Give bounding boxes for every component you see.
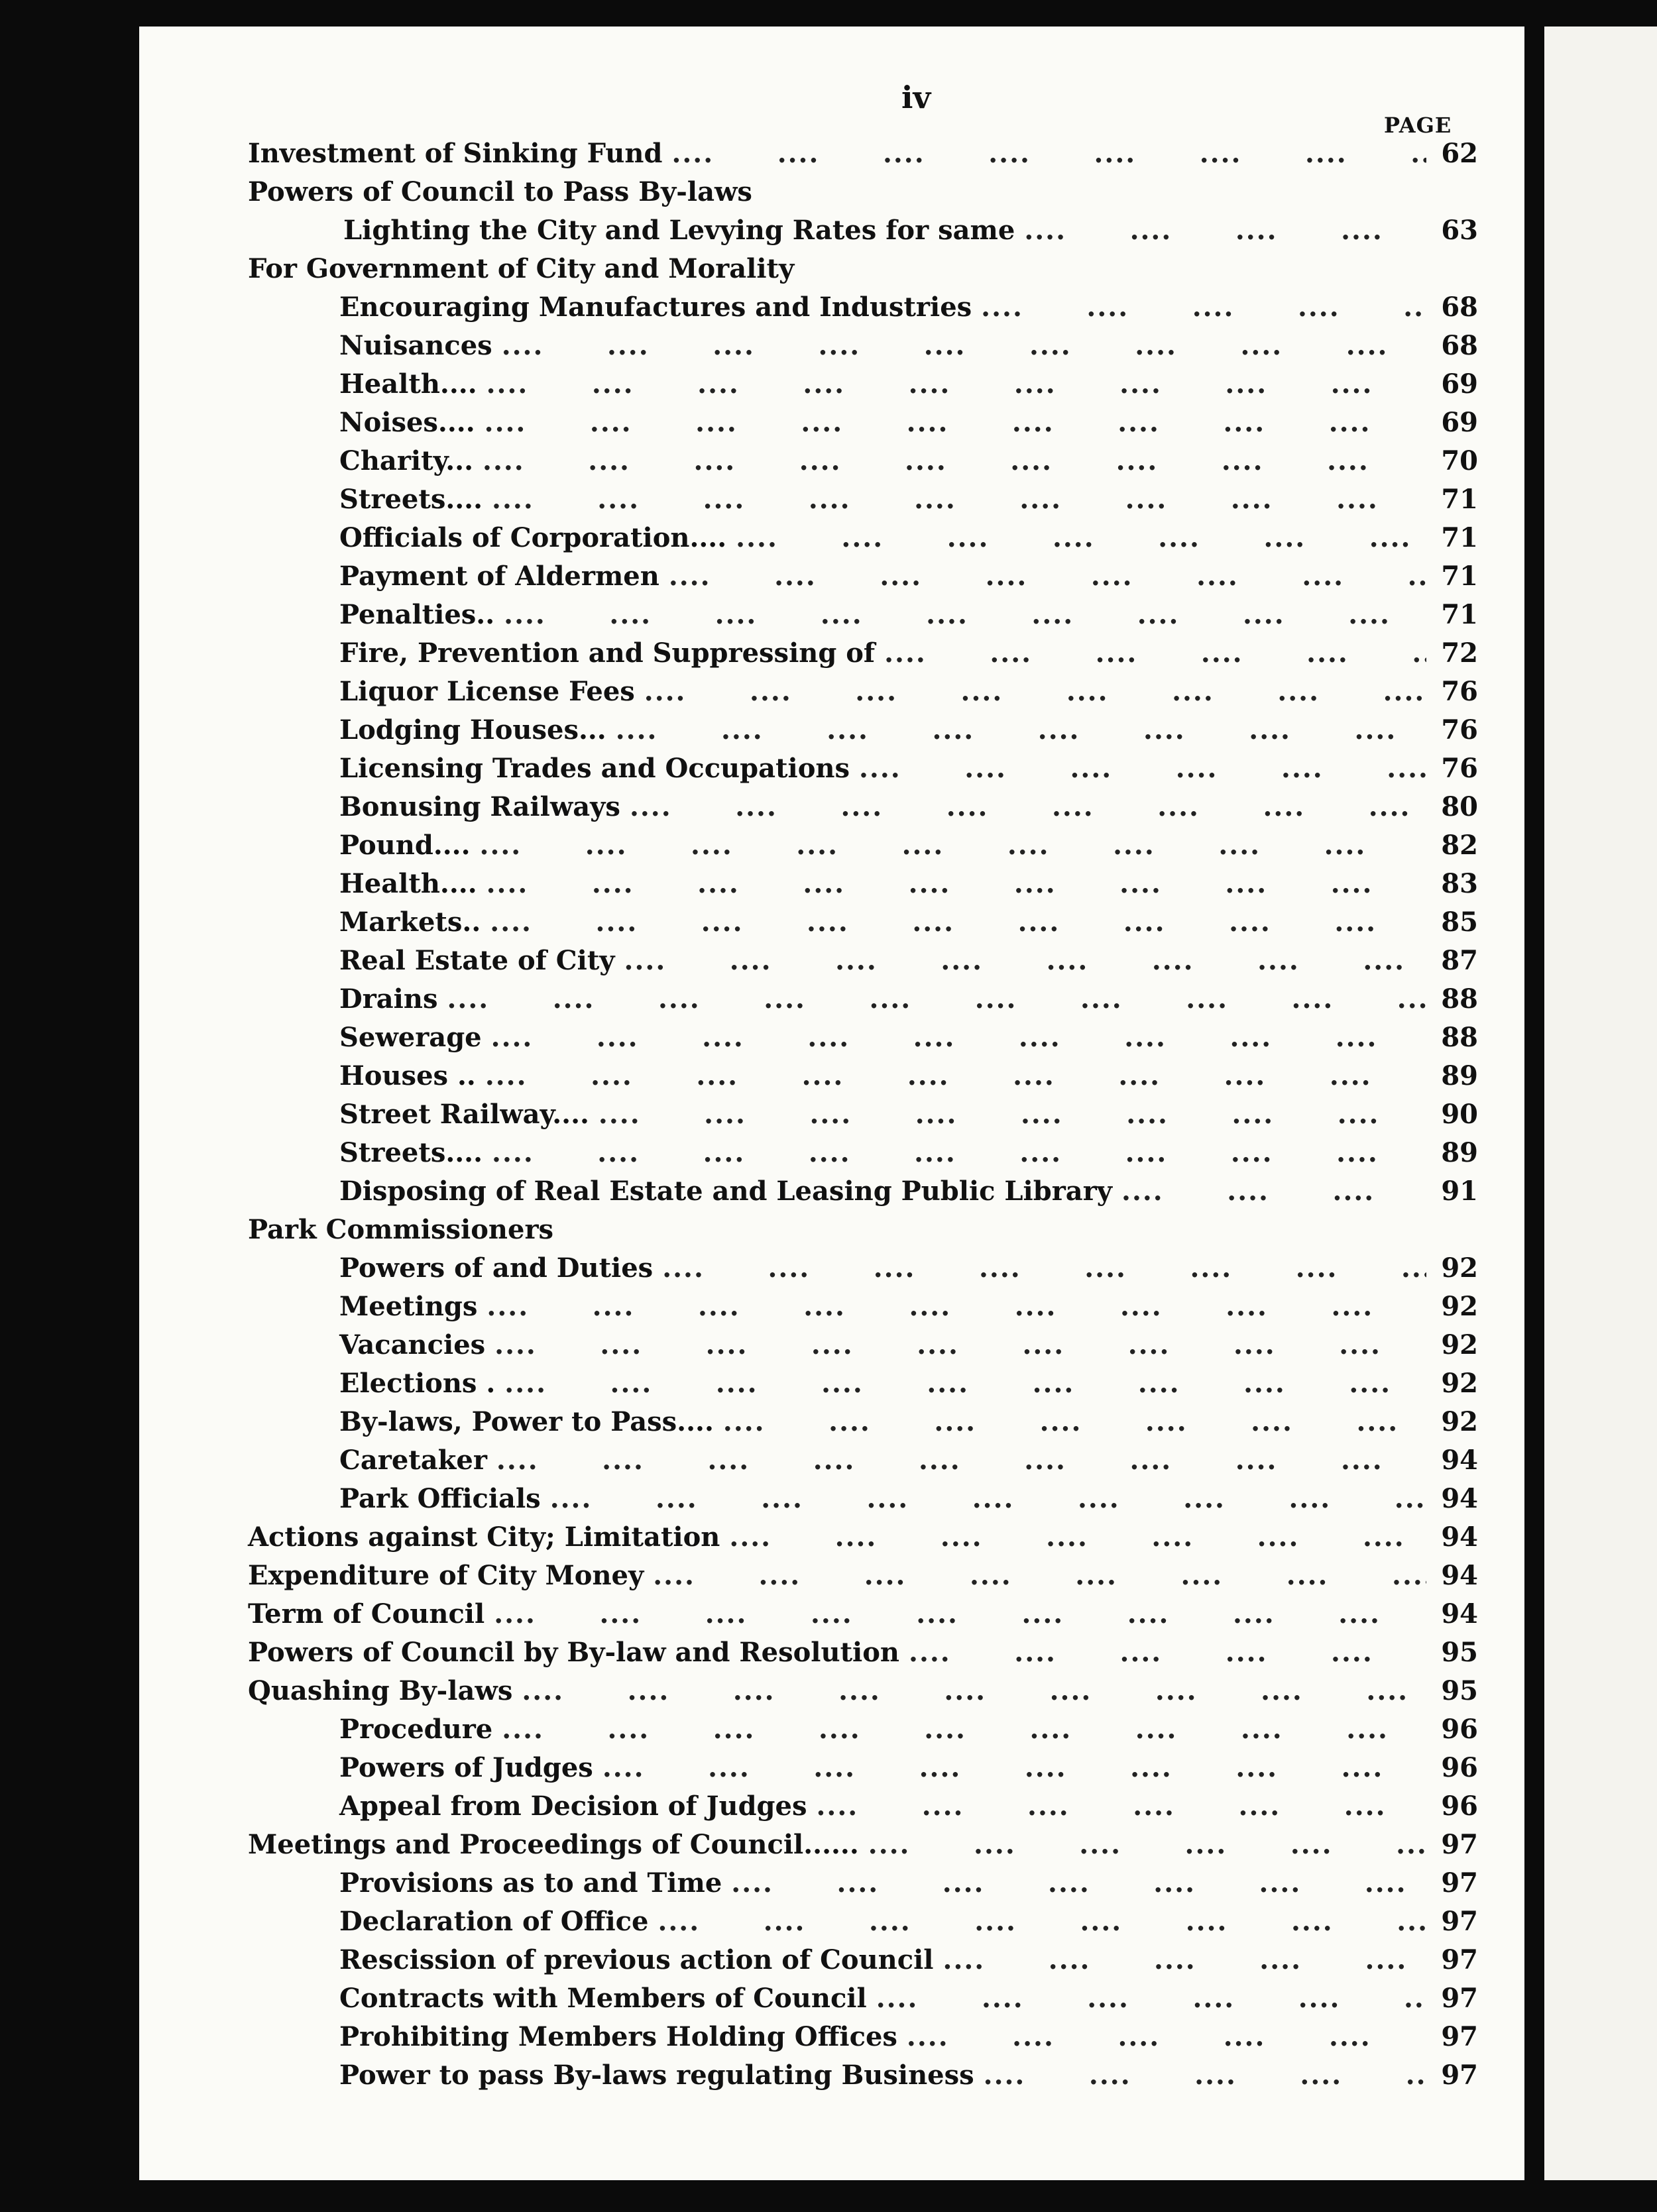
document-page (139, 27, 1524, 2180)
toc-entry (339, 1944, 1478, 1983)
toc-entry (248, 1521, 1478, 1560)
page-column-label: PAGE (1384, 113, 1452, 138)
toc-entry-page-number: 94 (1441, 1521, 1478, 1553)
toc-entry-label: Investment of Sinking Fund (248, 138, 663, 169)
toc-entry-page-number: 94 (1441, 1598, 1478, 1630)
toc-entry-label: Bonusing Railways (339, 791, 620, 822)
toc-entry-page-number: 62 (1441, 138, 1478, 169)
toc-entry-page-number: 92 (1441, 1329, 1478, 1360)
toc-entry-label: Street Railway.... (339, 1099, 589, 1130)
toc-entry (339, 753, 1478, 791)
dot-leader (494, 1598, 1426, 1630)
toc-entry-page-number: 97 (1441, 1867, 1478, 1899)
dot-leader (981, 292, 1426, 323)
toc-entry (339, 1329, 1478, 1368)
toc-entry (248, 1675, 1478, 1714)
toc-entry-page-number: 76 (1441, 753, 1478, 784)
dot-leader (480, 830, 1426, 861)
dot-leader (494, 1329, 1426, 1360)
toc-entry-label: Powers of Judges (339, 1752, 593, 1783)
dot-leader (599, 1099, 1426, 1130)
toc-entry-label: By-laws, Power to Pass.... (339, 1406, 714, 1437)
toc-entry (248, 1214, 1478, 1252)
toc-entry-label: Term of Council (248, 1598, 485, 1630)
toc-entry-label: Nuisances (339, 330, 492, 361)
toc-entry-label: Contracts with Members of Council (339, 1983, 867, 2014)
toc-entry-page-number: 95 (1441, 1675, 1478, 1706)
toc-entry-label: Noises.... (339, 407, 475, 438)
toc-entry-page-number: 96 (1441, 1714, 1478, 1745)
dot-leader (731, 1867, 1426, 1899)
dot-leader (483, 445, 1426, 476)
dot-leader (624, 945, 1426, 976)
toc-entry (339, 1060, 1478, 1099)
toc-entry-label: Lighting the City and Levying Rates for same (343, 215, 1015, 246)
toc-entry (339, 791, 1478, 830)
toc-entry (339, 1983, 1478, 2021)
dot-leader (602, 1752, 1426, 1783)
toc-entry-label: Sewerage (339, 1022, 482, 1053)
dot-leader (884, 637, 1426, 669)
dot-leader (984, 2060, 1426, 2091)
toc-entry (339, 1406, 1478, 1445)
dot-leader (671, 138, 1426, 169)
dot-leader (662, 1252, 1426, 1284)
toc-entry-page-number: 92 (1441, 1406, 1478, 1437)
toc-entry-label: Lodging Houses... (339, 714, 606, 746)
toc-entry (339, 983, 1478, 1022)
toc-entry-page-number: 89 (1441, 1060, 1478, 1091)
toc-entry-page-number: 69 (1441, 368, 1478, 400)
toc-entry-label: Powers of Council to Pass By-laws (248, 176, 752, 207)
toc-entry-label: Fire, Prevention and Suppressing of (339, 637, 876, 669)
toc-entry-page-number: 97 (1441, 1906, 1478, 1937)
toc-entry-label: Powers of and Duties (339, 1252, 654, 1284)
toc-entry (339, 1791, 1478, 1829)
toc-entry (339, 522, 1478, 561)
dot-leader (669, 561, 1426, 592)
toc-entry (339, 407, 1478, 445)
toc-entry-page-number: 96 (1441, 1752, 1478, 1783)
toc-entry (248, 138, 1478, 176)
dot-leader (492, 1137, 1426, 1168)
dot-leader (447, 983, 1426, 1015)
toc-entry (339, 907, 1478, 945)
dot-leader (522, 1675, 1426, 1706)
toc-entry-label: Powers of Council by By-law and Resolution (248, 1637, 900, 1668)
toc-entry-page-number: 90 (1441, 1099, 1478, 1130)
dot-leader (496, 1445, 1426, 1476)
dot-leader (630, 791, 1426, 822)
toc-entry-page-number: 88 (1441, 1022, 1478, 1053)
dot-leader (1024, 215, 1426, 246)
toc-entry (339, 1445, 1478, 1483)
toc-entry-label: Licensing Trades and Occupations (339, 753, 850, 784)
toc-entry (339, 445, 1478, 484)
toc-entry-page-number: 92 (1441, 1252, 1478, 1284)
toc-entry-page-number: 97 (1441, 1829, 1478, 1860)
toc-entry-page-number: 68 (1441, 292, 1478, 323)
toc-entry-page-number: 92 (1441, 1291, 1478, 1322)
dot-leader (504, 1368, 1426, 1399)
dot-leader (490, 907, 1426, 938)
toc-entry-label: Park Officials (339, 1483, 541, 1514)
toc-entry (339, 2021, 1478, 2060)
toc-entry-page-number: 63 (1441, 215, 1478, 246)
dot-leader (485, 407, 1426, 438)
dot-leader (616, 714, 1426, 746)
toc-entry-label: Meetings and Proceedings of Council...... (248, 1829, 859, 1860)
dot-leader (1121, 1176, 1426, 1207)
toc-entry (339, 637, 1478, 676)
toc-entry (339, 2060, 1478, 2098)
toc-entry-page-number: 76 (1441, 714, 1478, 746)
toc-entry-label: Penalties.. (339, 599, 495, 630)
dot-leader (943, 1944, 1426, 1975)
toc-entry-label: Disposing of Real Estate and Leasing Public Library (339, 1176, 1113, 1207)
toc-entry-label: Liquor License Fees (339, 676, 635, 707)
toc-entry-page-number: 71 (1441, 561, 1478, 592)
toc-entry (339, 599, 1478, 637)
dot-leader (729, 1521, 1426, 1553)
toc-entry-page-number: 97 (1441, 1983, 1478, 2014)
toc-entry-label: Park Commissioners (248, 1214, 554, 1245)
toc-entry-label: Provisions as to and Time (339, 1867, 722, 1899)
dot-leader (907, 2021, 1426, 2052)
toc-entry (343, 215, 1478, 253)
toc-entry-label: Power to pass By-laws regulating Business (339, 2060, 974, 2091)
toc-entry-label: Actions against City; Limitation (248, 1521, 720, 1553)
dot-leader (876, 1983, 1426, 2014)
toc-entry (339, 484, 1478, 522)
toc-entry (248, 1637, 1478, 1675)
toc-entry-label: Declaration of Office (339, 1906, 649, 1937)
toc-entry (339, 1867, 1478, 1906)
toc-entry (339, 1252, 1478, 1291)
toc-entry (339, 868, 1478, 907)
toc-entry-page-number: 96 (1441, 1791, 1478, 1822)
facing-page-edge (1544, 27, 1657, 2180)
toc-entry-label: Pound.... (339, 830, 471, 861)
toc-entry-page-number: 94 (1441, 1560, 1478, 1591)
toc-entry-page-number: 83 (1441, 868, 1478, 899)
toc-entry-page-number: 97 (1441, 2021, 1478, 2052)
roman-page-number: iv (901, 80, 931, 115)
toc-entry-page-number: 71 (1441, 522, 1478, 553)
toc-entry (248, 1829, 1478, 1867)
toc-entry (339, 368, 1478, 407)
dot-leader (491, 1022, 1426, 1053)
toc-entry (339, 676, 1478, 714)
toc-entry (248, 1598, 1478, 1637)
toc-entry-label: Officials of Corporation.... (339, 522, 727, 553)
toc-entry (339, 714, 1478, 753)
toc-entry (339, 292, 1478, 330)
toc-entry (339, 1483, 1478, 1521)
toc-entry-label: Caretaker (339, 1445, 487, 1476)
toc-entry-label: For Government of City and Morality (248, 253, 795, 284)
dot-leader (486, 1291, 1426, 1322)
toc-entry-page-number: 82 (1441, 830, 1478, 861)
dot-leader (868, 1829, 1426, 1860)
toc-entry (339, 1368, 1478, 1406)
toc-entry-page-number: 76 (1441, 676, 1478, 707)
dot-leader (909, 1637, 1426, 1668)
toc-entry-label: Houses .. (339, 1060, 476, 1091)
dot-leader (492, 484, 1426, 515)
toc-entry-label: Markets.. (339, 907, 481, 938)
dot-leader (657, 1906, 1426, 1937)
dot-leader (502, 1714, 1426, 1745)
toc-entry-label: Elections . (339, 1368, 496, 1399)
toc-entry-label: Encouraging Manufactures and Industries (339, 292, 972, 323)
toc-entry-page-number: 91 (1441, 1176, 1478, 1207)
table-of-contents (139, 27, 1524, 2180)
toc-entry-page-number: 72 (1441, 637, 1478, 669)
toc-entry-page-number: 94 (1441, 1483, 1478, 1514)
toc-entry-label: Prohibiting Members Holding Offices (339, 2021, 897, 2052)
toc-entry-page-number: 71 (1441, 484, 1478, 515)
dot-leader (486, 368, 1426, 400)
toc-entry (339, 1906, 1478, 1944)
dot-leader (723, 1406, 1426, 1437)
toc-entry (248, 176, 1478, 215)
toc-entry-label: Charity... (339, 445, 474, 476)
dot-leader (486, 868, 1426, 899)
toc-entry-page-number: 87 (1441, 945, 1478, 976)
toc-entry (248, 253, 1478, 292)
dot-leader (817, 1791, 1427, 1822)
toc-entry (339, 830, 1478, 868)
toc-entry-label: Drains (339, 983, 438, 1015)
toc-entry (339, 330, 1478, 368)
toc-entry-label: Procedure (339, 1714, 493, 1745)
toc-entry-label: Health.... (339, 368, 477, 400)
toc-entry-label: Expenditure of City Money (248, 1560, 644, 1591)
toc-entry-page-number: 92 (1441, 1368, 1478, 1399)
toc-entry-page-number: 95 (1441, 1637, 1478, 1668)
toc-entry-page-number: 89 (1441, 1137, 1478, 1168)
toc-entry-label: Quashing By-laws (248, 1675, 513, 1706)
toc-entry-label: Streets.... (339, 1137, 483, 1168)
dot-leader (859, 753, 1426, 784)
toc-entry-label: Meetings (339, 1291, 478, 1322)
toc-entry-page-number: 85 (1441, 907, 1478, 938)
toc-entry-label: Streets.... (339, 484, 483, 515)
toc-entry (339, 1137, 1478, 1176)
dot-leader (502, 330, 1426, 361)
toc-entry (339, 561, 1478, 599)
dot-leader (504, 599, 1426, 630)
toc-entry-label: Payment of Aldermen (339, 561, 659, 592)
toc-entry (339, 1099, 1478, 1137)
toc-entry-page-number: 88 (1441, 983, 1478, 1015)
toc-entry (339, 1291, 1478, 1329)
toc-entry-page-number: 70 (1441, 445, 1478, 476)
dot-leader (550, 1483, 1426, 1514)
toc-entry-label: Vacancies (339, 1329, 486, 1360)
toc-entry (339, 945, 1478, 983)
toc-entry (339, 1752, 1478, 1791)
toc-entry-page-number: 97 (1441, 1944, 1478, 1975)
toc-entry (339, 1176, 1478, 1214)
toc-entry-page-number: 97 (1441, 2060, 1478, 2091)
dot-leader (653, 1560, 1426, 1591)
toc-entry (248, 1560, 1478, 1598)
dot-leader (485, 1060, 1426, 1091)
toc-entry-page-number: 94 (1441, 1445, 1478, 1476)
toc-entry-page-number: 68 (1441, 330, 1478, 361)
toc-entry-label: Health.... (339, 868, 477, 899)
toc-entry-page-number: 71 (1441, 599, 1478, 630)
toc-entry-label: Appeal from Decision of Judges (339, 1791, 807, 1822)
dot-leader (644, 676, 1426, 707)
toc-entry-page-number: 80 (1441, 791, 1478, 822)
toc-entry-page-number: 69 (1441, 407, 1478, 438)
dot-leader (736, 522, 1426, 553)
toc-entry-label: Rescission of previous action of Council (339, 1944, 934, 1975)
toc-entry-label: Real Estate of City (339, 945, 615, 976)
toc-entry (339, 1022, 1478, 1060)
toc-entry (339, 1714, 1478, 1752)
